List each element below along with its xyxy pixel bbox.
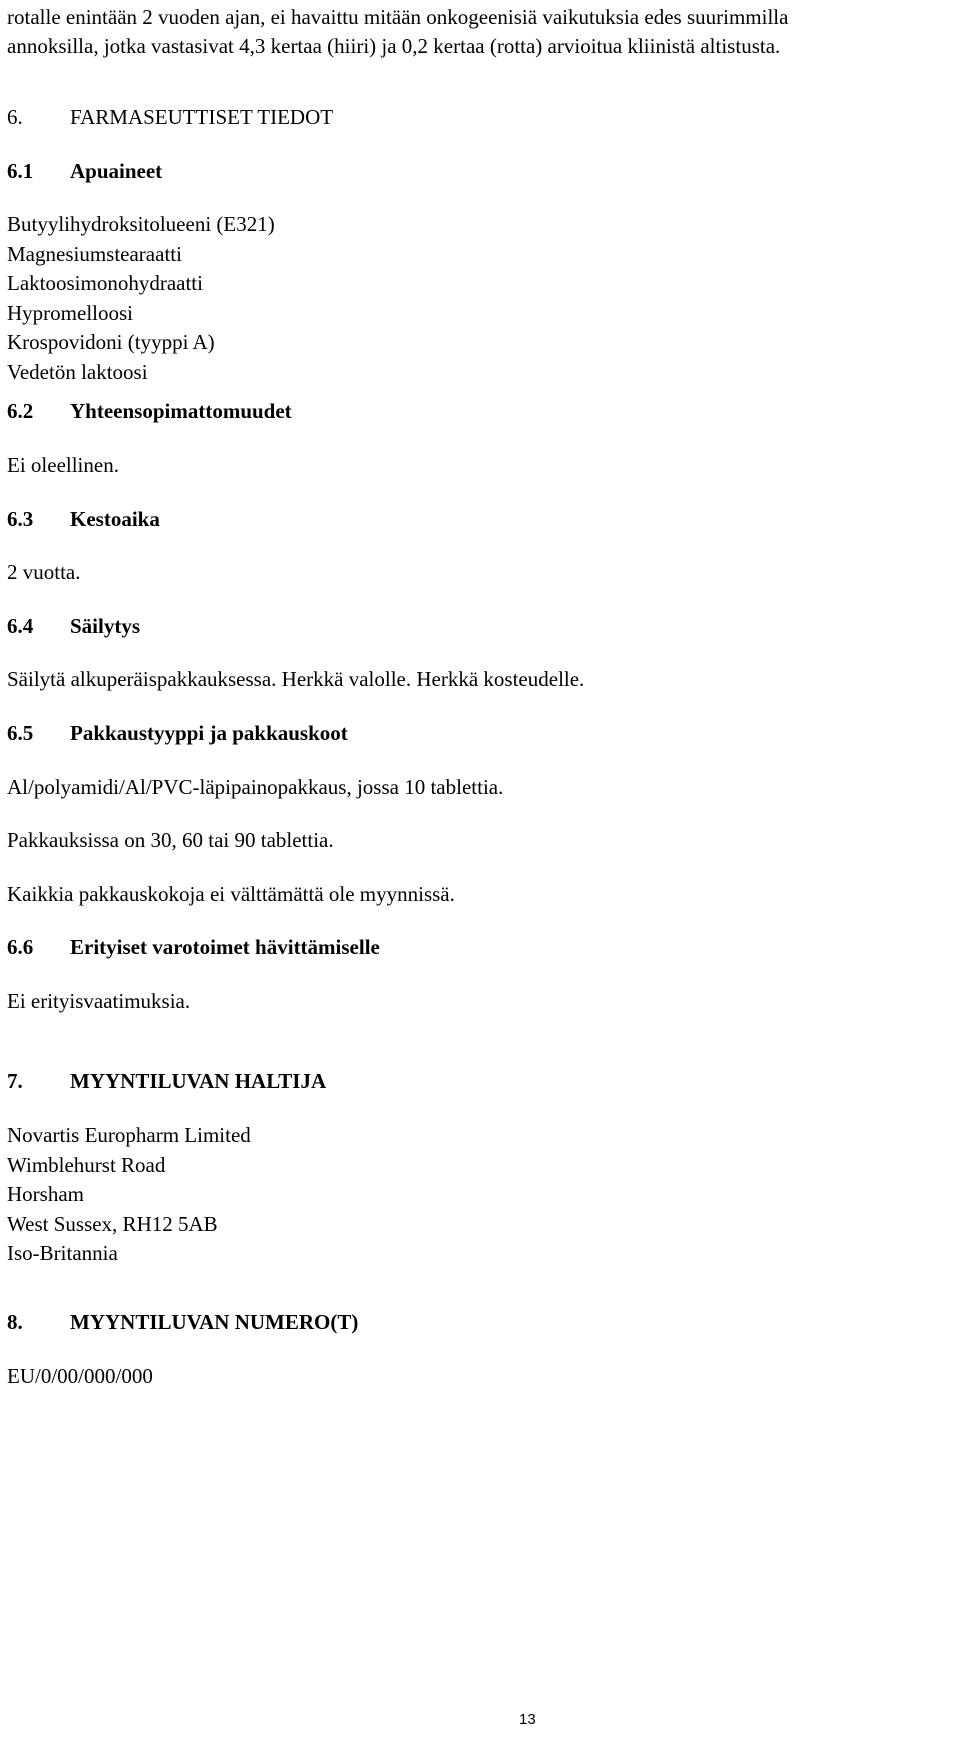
- section-6-3-heading: [7, 505, 160, 534]
- excipient-item: Vedetön laktoosi: [7, 359, 148, 384]
- excipient-item: Krospovidoni (tyyppi A): [7, 330, 215, 354]
- section-6-4-title: Säilytys: [70, 614, 141, 638]
- section-8-text: EU/0/00/000/000: [7, 1364, 153, 1388]
- section-6-4-text: Säilytä alkuperäispakkauksessa. Herkkä valolle. Herkkä kosteudelle.: [7, 667, 585, 691]
- section-6-1-heading: [7, 157, 162, 186]
- section-6-number: 6.: [7, 105, 23, 129]
- excipients-list: [7, 210, 275, 387]
- section-6-2-text: Ei oleellinen.: [7, 453, 119, 477]
- section-6-1-number: 6.1: [7, 159, 34, 183]
- excipient-item: Butyylihydroksitolueeni (E321): [7, 212, 275, 236]
- section-6-heading: [7, 103, 333, 132]
- section-6-6-title: Erityiset varotoimet hävittämiselle: [70, 935, 380, 959]
- excipient-item: Magnesiumstearaatti: [7, 241, 182, 266]
- page-number: 13: [519, 1711, 536, 1728]
- address-line: Wimblehurst Road: [7, 1152, 166, 1177]
- section-7-number: 7.: [7, 1069, 23, 1093]
- section-6-2-heading: [7, 397, 292, 426]
- address-line: Iso-Britannia: [7, 1241, 118, 1265]
- section-6-6-number: 6.6: [7, 935, 34, 959]
- section-7-title: MYYNTILUVAN HALTIJA: [70, 1069, 327, 1093]
- section-8-title: MYYNTILUVAN NUMERO(T): [70, 1310, 359, 1334]
- section-6-6-text: Ei erityisvaatimuksia.: [7, 989, 191, 1013]
- section-6-4-number: 6.4: [7, 614, 34, 638]
- address-line: Novartis Europharm Limited: [7, 1123, 251, 1147]
- section-6-3-number: 6.3: [7, 507, 34, 531]
- excipient-item: Laktoosimonohydraatti: [7, 271, 203, 295]
- section-6-5-heading: [7, 719, 348, 748]
- section-8-heading: [7, 1308, 358, 1337]
- section-6-6-heading: [7, 933, 380, 962]
- excipient-item: Hypromelloosi: [7, 300, 133, 325]
- intro-line-1: rotalle enintään 2 vuoden ajan, ei havaittu mitään onkogeenisiä vaikutuksia edes suurimmilla: [7, 5, 789, 29]
- section-6-3-text: 2 vuotta.: [7, 560, 81, 584]
- marketing-authorisation-holder-address: [7, 1121, 251, 1269]
- section-6-4-heading: [7, 612, 140, 641]
- section-6-5-para-2: Pakkauksissa on 30, 60 tai 90 tablettia.: [7, 828, 334, 852]
- intro-paragraph: [7, 3, 788, 61]
- section-6-5-title: Pakkaustyyppi ja pakkauskoot: [70, 721, 348, 745]
- section-8-number: 8.: [7, 1310, 23, 1334]
- address-line: West Sussex, RH12 5AB: [7, 1211, 218, 1236]
- section-6-3-title: Kestoaika: [70, 507, 160, 531]
- section-6-5-para-1: Al/polyamidi/Al/PVC-läpipainopakkaus, jossa 10 tablettia.: [7, 775, 504, 799]
- section-6-title: FARMASEUTTISET TIEDOT: [70, 105, 334, 129]
- section-7-heading: [7, 1067, 326, 1096]
- section-6-5-number: 6.5: [7, 721, 34, 745]
- section-6-2-number: 6.2: [7, 399, 34, 423]
- section-6-1-title: Apuaineet: [70, 159, 163, 183]
- section-6-5-para-3: Kaikkia pakkauskokoja ei välttämättä ole myynnissä.: [7, 882, 455, 906]
- intro-line-2: annoksilla, jotka vastasivat 4,3 kertaa (hiiri) ja 0,2 kertaa (rotta) arvioitua kliinistä altistusta.: [7, 34, 781, 58]
- section-6-2-title: Yhteensopimattomuudet: [70, 399, 292, 423]
- address-line: Horsham: [7, 1182, 84, 1206]
